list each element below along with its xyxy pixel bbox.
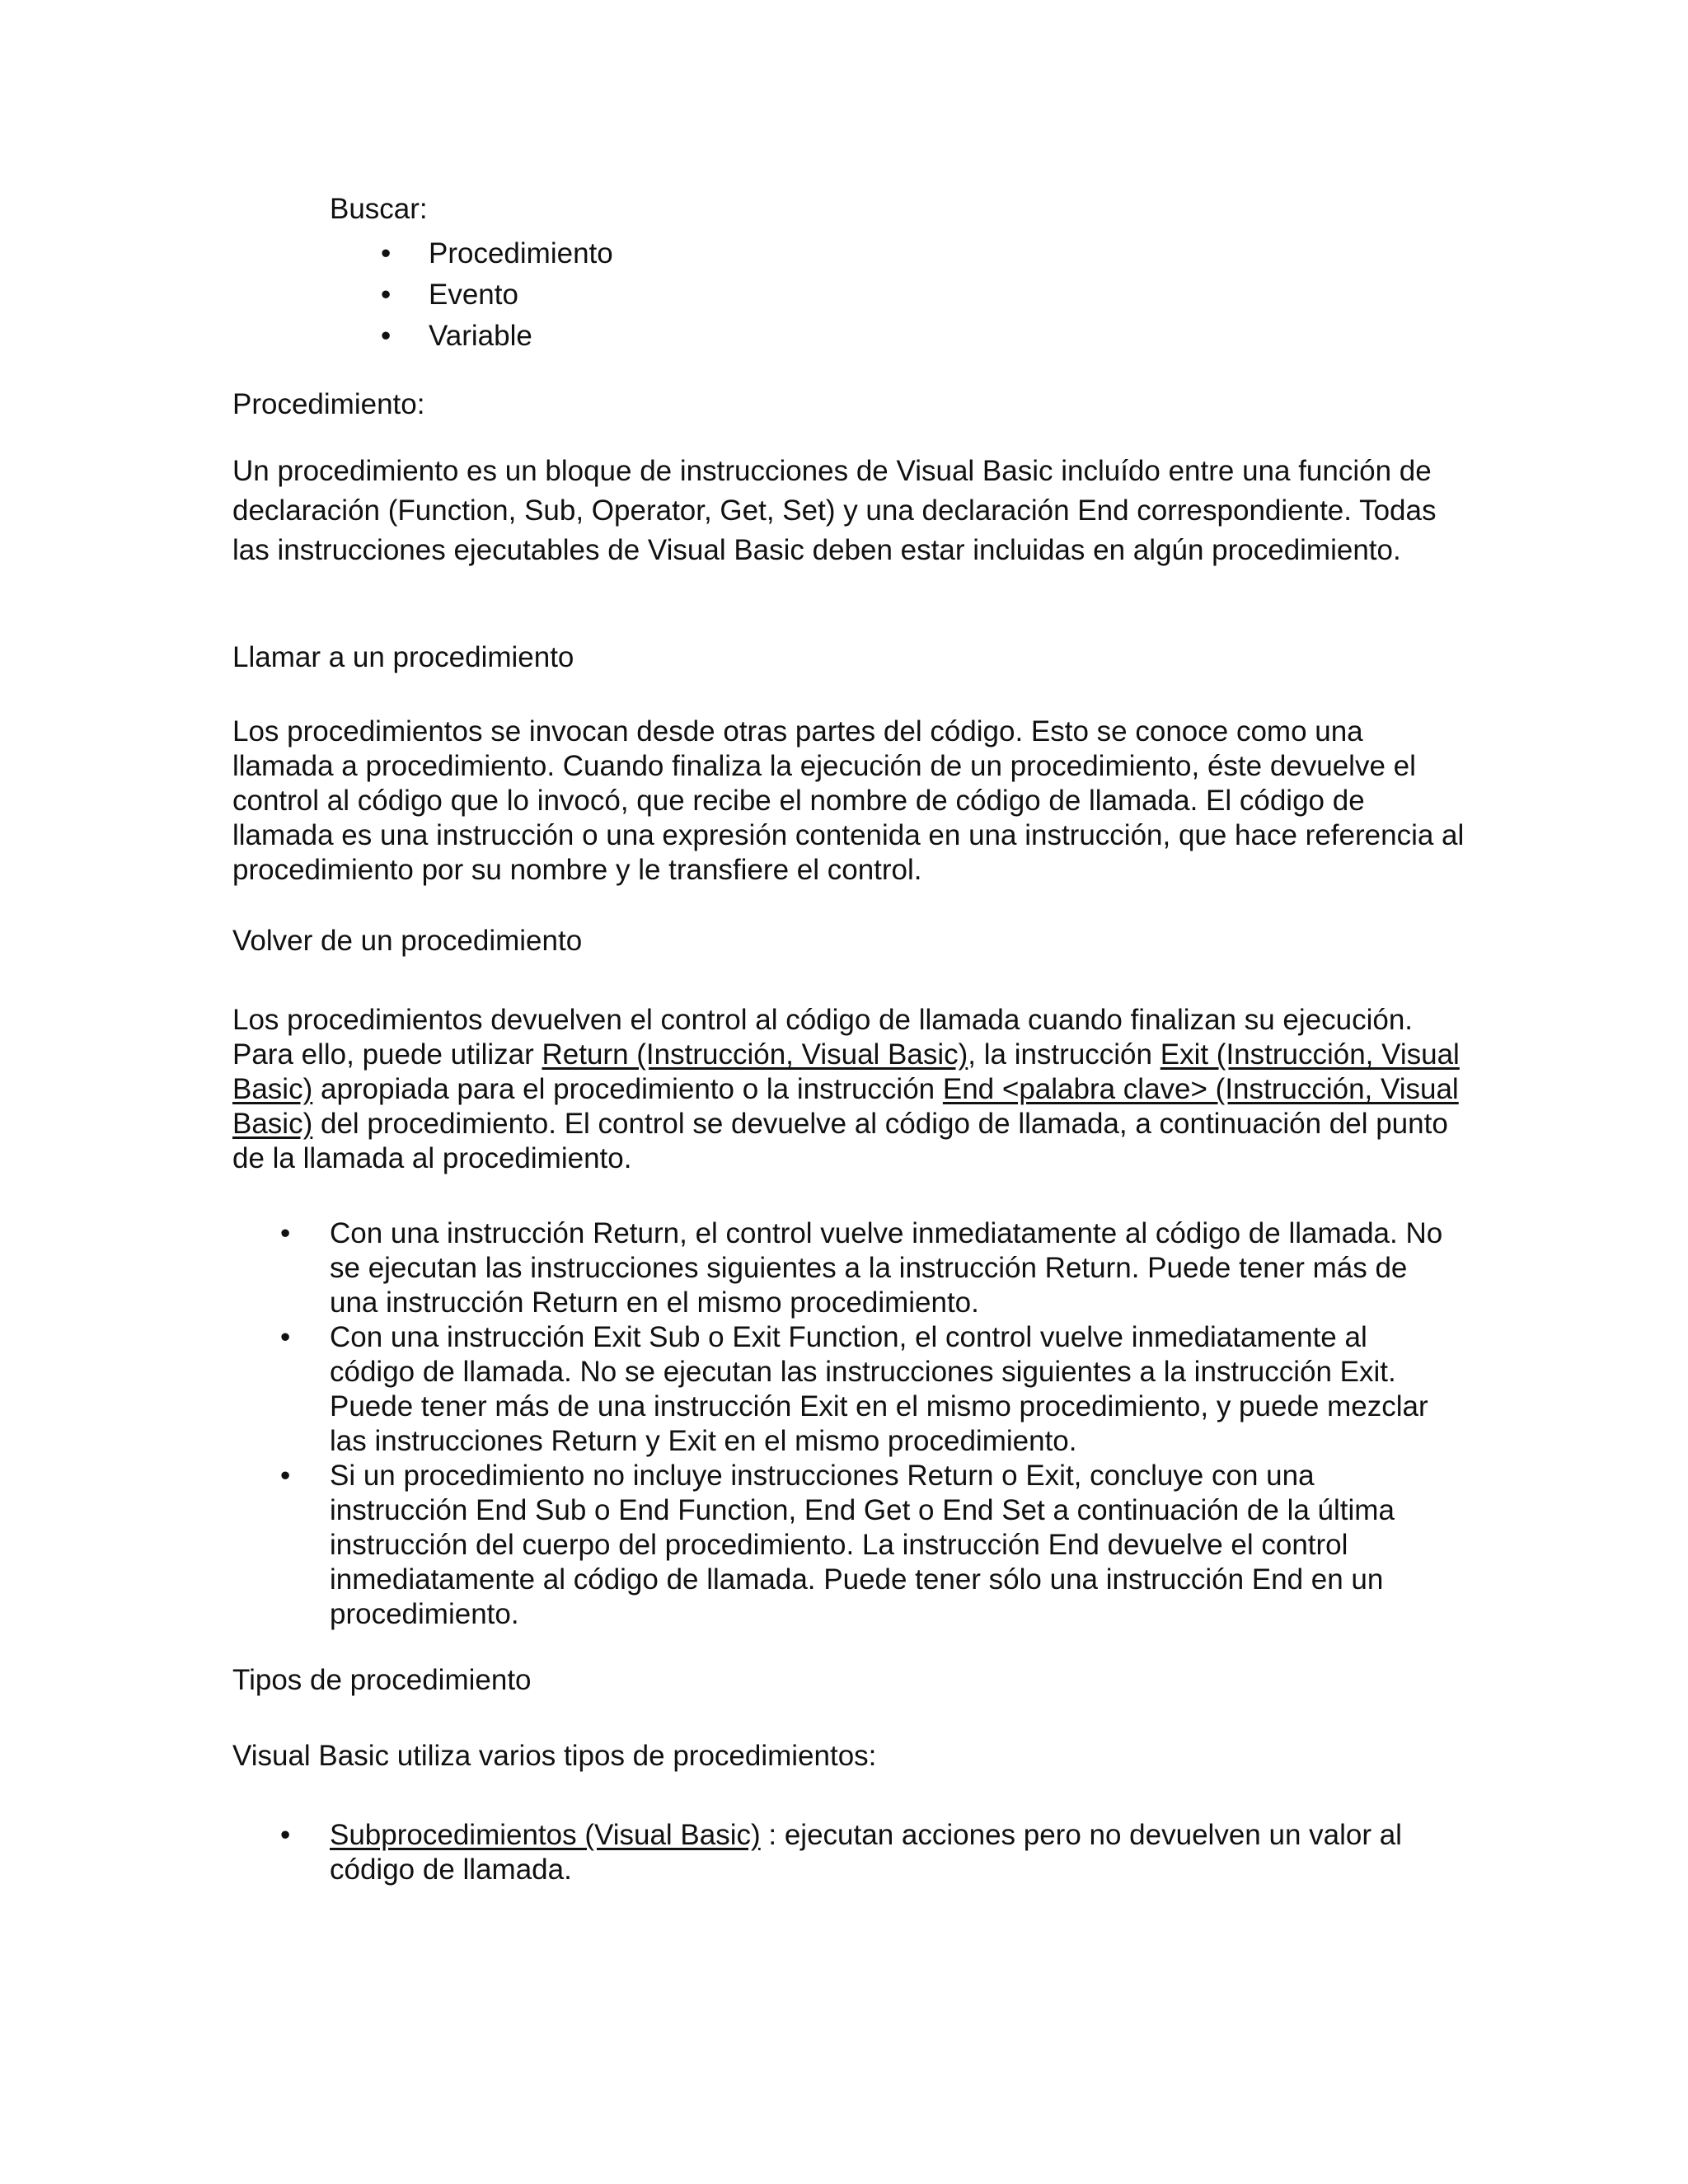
tipos-bullet-list [0, 1818, 1459, 1887]
buscar-item-procedimiento: Procedimiento [429, 237, 613, 269]
buscar-item-variable: Variable [429, 320, 532, 352]
bullet-text-end: Si un procedimiento no incluye instrucciones Return o Exit, concluye con una instrucción End Sub o End Function, End Get o End Set a continuación de la última instrucción del cuerpo del procedimiento. La instrucción End devuelve el control inmediatamente al código de llamada. Puede tener sólo una instrucción End en un procedimiento. [330, 1460, 1395, 1630]
list-item [0, 1459, 1459, 1632]
bullet-icon: • [381, 237, 392, 269]
exit-statement-link[interactable]: Exit (Instrucción, Visual Basic) [232, 1038, 1460, 1105]
bullet-icon: • [280, 1217, 291, 1249]
volver-text-mid1: , la instrucción [968, 1038, 1160, 1071]
subprocedimientos-text: : ejecutan acciones pero no devuelven un valor al código de llamada. [330, 1819, 1402, 1886]
volver-paragraph [232, 1003, 1469, 1176]
return-bullet-list [0, 1216, 1459, 1632]
procedimiento-paragraph: Un procedimiento es un bloque de instrucciones de Visual Basic incluído entre una función de declaración (Function, Sub, Operator, Get, Set) y una declaración End correspondiente. Todas las instrucciones ejecutables de Visual Basic deben estar incluidas en algún procedimiento. [232, 455, 1437, 566]
buscar-item-evento: Evento [429, 279, 518, 311]
volver-text-mid2: apropiada para el procedimiento o la instrucción [312, 1073, 943, 1105]
bullet-icon: • [280, 1819, 291, 1851]
bullet-text-return: Con una instrucción Return, el control vuelve inmediatamente al código de llamada. No se ejecutan las instrucciones siguientes a la instrucción Return. Puede tener más de una instrucción Return en el mismo procedimiento. [330, 1217, 1443, 1319]
tipos-heading: Tipos de procedimiento [232, 1664, 532, 1696]
bullet-text-exit: Con una instrucción Exit Sub o Exit Function, el control vuelve inmediatamente al código de llamada. No se ejecutan las instrucciones siguientes a la instrucción Exit. Puede tener más de una instrucción Exit en el mismo procedimiento, y puede mezclar las instrucciones Return y Exit en el mismo procedimiento. [330, 1321, 1428, 1457]
volver-text-end: del procedimiento. El control se devuelve al código de llamada, a continuación del punto de la llamada al procedimiento. [232, 1108, 1448, 1174]
bullet-icon: • [381, 320, 392, 352]
llamar-heading: Llamar a un procedimiento [232, 641, 574, 673]
bullet-icon: • [381, 279, 392, 311]
buscar-label: Buscar: [330, 193, 428, 225]
end-statement-link[interactable]: End <palabra clave> (Instrucción, Visual Basic) [232, 1073, 1459, 1140]
procedimiento-heading: Procedimiento: [232, 388, 425, 420]
list-item [0, 1320, 1459, 1459]
llamar-paragraph: Los procedimientos se invocan desde otras partes del código. Esto se conoce como una llamada a procedimiento. Cuando finaliza la ejecución de un procedimiento, éste devuelve el control al código que lo invocó, que recibe el nombre de código de llamada. El código de llamada es una instrucción o una expresión contenida en una instrucción, que hace referencia al procedimiento por su nombre y le transfiere el control. [232, 715, 1465, 886]
bullet-icon: • [280, 1321, 291, 1353]
volver-heading: Volver de un procedimiento [232, 925, 583, 957]
volver-text-start: Los procedimientos devuelven el control al código de llamada cuando finalizan su ejecución. Para ello, puede utilizar [232, 1004, 1414, 1071]
subprocedimientos-link[interactable]: Subprocedimientos (Visual Basic) [330, 1819, 761, 1851]
bullet-icon: • [280, 1460, 291, 1492]
return-statement-link[interactable]: Return (Instrucción, Visual Basic) [542, 1038, 968, 1071]
list-item [0, 1818, 1459, 1887]
tipos-intro: Visual Basic utiliza varios tipos de procedimientos: [232, 1740, 877, 1772]
list-item [0, 1216, 1459, 1320]
